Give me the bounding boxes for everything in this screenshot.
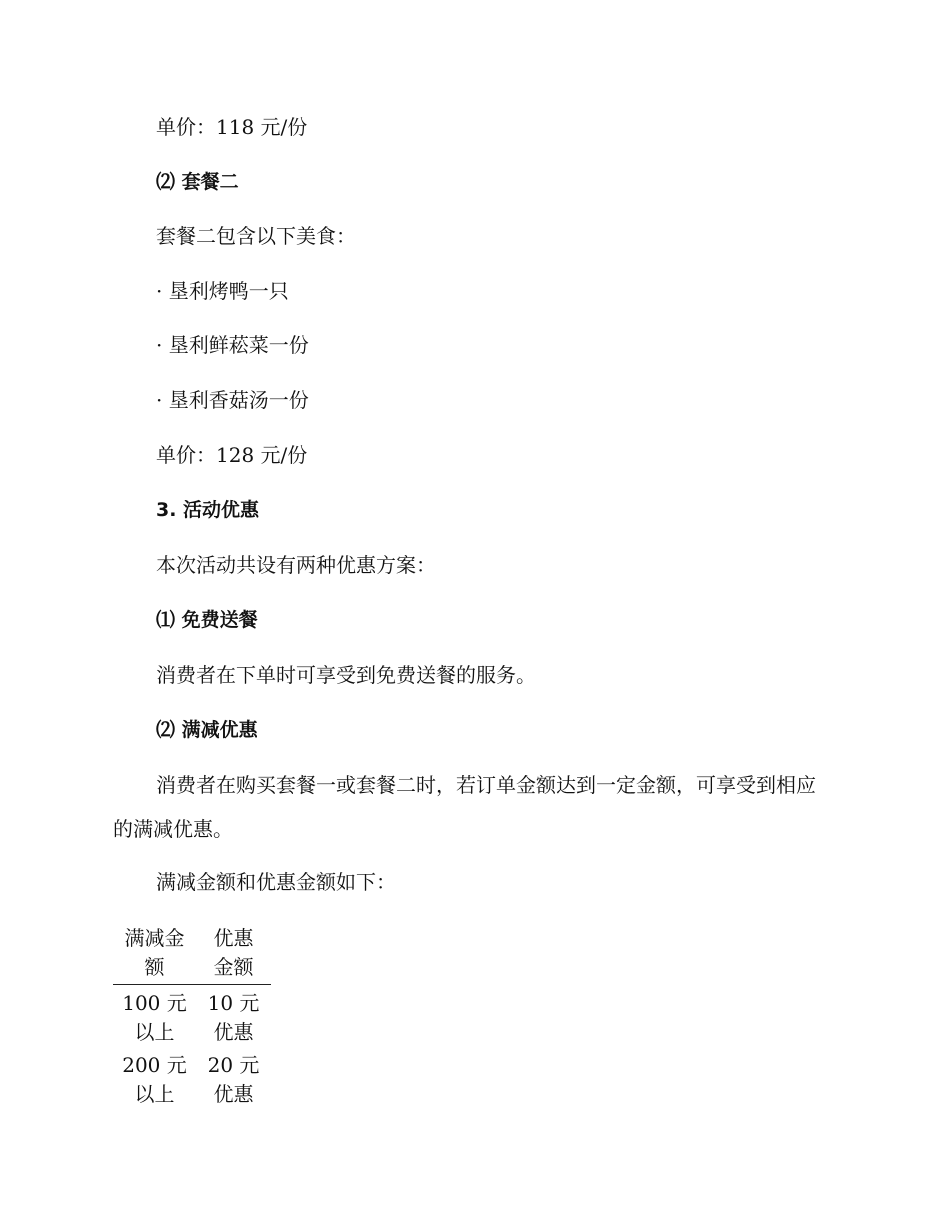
header-discount: 优惠 金额 [196,924,271,985]
section3-intro: 本次活动共设有两种优惠方案： [156,553,436,577]
threshold-cell: 200 元 以上 [122,1053,187,1106]
offer2-text: 消费者在购买套餐一或套餐二时，若订单金额达到一定金额，可享受到相应的满减优惠。 [113,773,816,841]
price-line-set2: 单价：128 元/份 [156,443,308,467]
set2-intro: 套餐二包含以下美食： [156,224,356,248]
threshold-cell: 100 元 以上 [122,991,187,1044]
discount-cell: 20 元 优惠 [207,1053,260,1106]
price-line-set1: 单价：118 元/份 [156,115,308,139]
table-row [113,1047,271,1109]
set2-heading: ⑵ 套餐二 [156,171,239,193]
offer1-text: 消费者在下单时可享受到免费送餐的服务。 [156,663,536,687]
offer1-heading: ⑴ 免费送餐 [156,609,258,631]
discount-cell: 10 元 优惠 [207,991,260,1044]
section3-heading: 3. 活动优惠 [156,499,260,521]
discount-table [113,924,271,1109]
set2-item-duck: · 垦利烤鸭一只 [156,279,289,303]
header-threshold: 满减金 额 [113,924,196,985]
set2-item-vegetable: · 垦利鲜菘菜一份 [156,333,309,357]
offer2-heading: ⑵ 满减优惠 [156,719,258,741]
set2-item-soup: · 垦利香菇汤一份 [156,388,309,412]
table-row [113,985,271,1048]
table-header-row [113,924,271,985]
table-intro: 满减金额和优惠金额如下： [156,870,396,894]
